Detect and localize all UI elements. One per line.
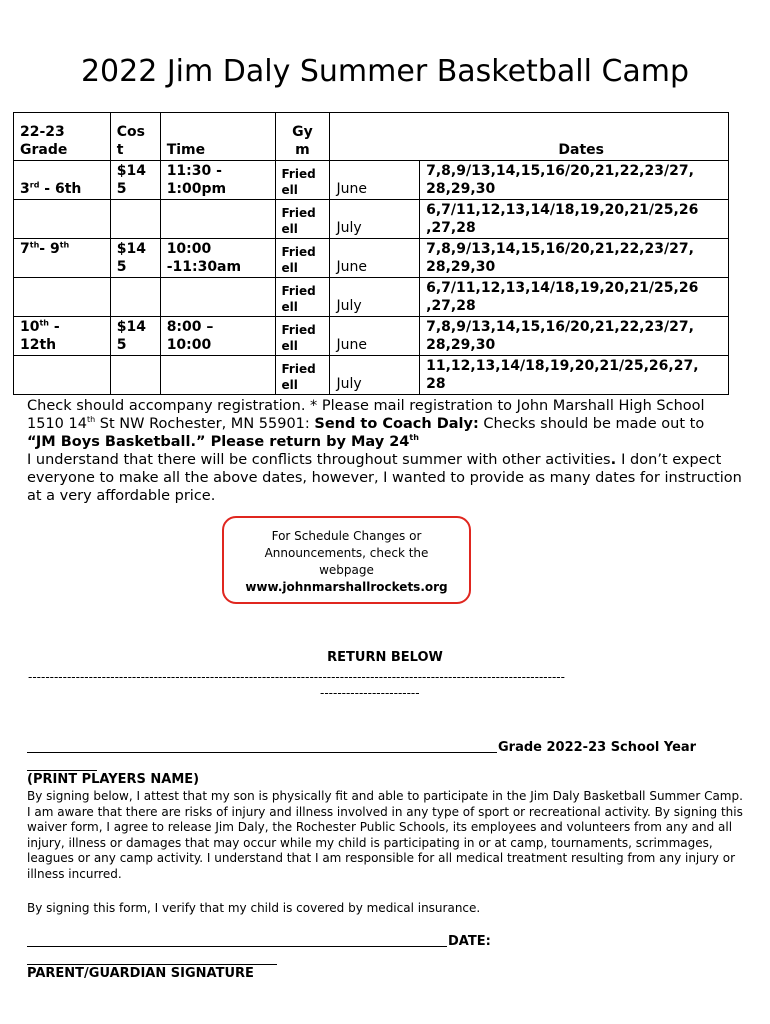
cell-month: July <box>330 356 420 395</box>
registration-info: Check should accompany registration. * Please mail registration to John Marshall High School 1510 14th St NW Rochester, MN 55901: Send to Coach Daly: Checks should be made out to “JM Boys Basketball.” Please return by May 24th I understand that there will be conflicts throughout summer with other activities. I don’t expect everyone to make all the above dates, however, I wanted to provide as many dates for instruction at a very affordable price. <box>27 398 742 504</box>
cell-dates: 6,7/11,12,13,14/18,19,20,21/25,26 ,27,28 <box>420 278 729 317</box>
cell-grade <box>14 200 111 239</box>
table-row <box>14 317 729 356</box>
header-time: Time <box>160 113 275 161</box>
cell-time: 8:00 – 10:00 <box>160 317 275 356</box>
cell-gym: Fried ell <box>275 356 330 395</box>
signature-line-2[interactable] <box>27 964 277 965</box>
cell-cost: $14 5 <box>110 239 160 278</box>
website-link[interactable]: www.johnmarshallrockets.org <box>245 580 448 594</box>
table-row <box>14 356 729 395</box>
table-header-row <box>14 113 729 161</box>
cell-gym: Fried ell <box>275 200 330 239</box>
cell-grade: 10th - 12th <box>14 317 111 356</box>
waiver-text: By signing below, I attest that my son is physically fit and able to participate in the Jim Daly Basketball Summer Camp. I am aware that there are risks of injury and illness involved in any type of sport or recreational activity. By signing this waiver form, I agree to release Jim Daly, the Rochester Public Schools, its employees and volunteers from any and all injury, illness or damages that may occur while my child is participating in or at camp, tournaments, scrimmages, leagues or any camp activity. I understand that I am responsible for all medical treatment resulting from any injury or illness incurred. <box>27 789 743 881</box>
cell-cost: $14 5 <box>110 161 160 200</box>
player-name-line[interactable] <box>27 752 497 753</box>
table-row <box>14 278 729 317</box>
cell-month: June <box>330 317 420 356</box>
print-name-label: (PRINT PLAYERS NAME) <box>27 772 200 787</box>
signature-line[interactable] <box>27 946 447 947</box>
cell-dates: 11,12,13,14/18,19,20,21/25,26,27, 28 <box>420 356 729 395</box>
cell-time: 11:30 - 1:00pm <box>160 161 275 200</box>
cell-grade <box>14 278 111 317</box>
send-to-coach: Send to Coach Daly: <box>314 416 479 432</box>
date-label: DATE: <box>448 934 491 949</box>
parent-signature-label: PARENT/GUARDIAN SIGNATURE <box>27 966 254 981</box>
cell-month: June <box>330 161 420 200</box>
insurance-text: By signing this form, I verify that my child is covered by medical insurance. <box>27 901 481 915</box>
cell-cost: $14 5 <box>110 317 160 356</box>
cell-time <box>160 356 275 395</box>
cell-cost <box>110 356 160 395</box>
table-row <box>14 161 729 200</box>
conflicts-note: I understand that there will be conflicts throughout summer with other activities <box>27 452 611 468</box>
cell-cost <box>110 200 160 239</box>
page-title: 2022 Jim Daly Summer Basketball Camp <box>80 54 690 89</box>
cell-gym: Fried ell <box>275 278 330 317</box>
return-below-heading: RETURN BELOW <box>327 650 443 665</box>
cell-grade: 3rd - 6th <box>14 161 111 200</box>
cell-dates: 6,7/11,12,13,14/18,19,20,21/25,26 ,27,28 <box>420 200 729 239</box>
info-address: 1510 14 <box>27 416 87 432</box>
cell-gym: Fried ell <box>275 317 330 356</box>
cell-cost <box>110 278 160 317</box>
info-line1: Check should accompany registration. * Please mail registration to John Marshall High School <box>27 398 705 414</box>
cell-month: July <box>330 278 420 317</box>
header-dates: Dates <box>330 113 729 161</box>
header-grade: 22-23 Grade <box>14 113 111 161</box>
schedule-table <box>13 112 729 395</box>
cell-time <box>160 200 275 239</box>
payee-line: “JM Boys Basketball.” Please return by May 24 <box>27 434 410 450</box>
cell-dates: 7,8,9/13,14,15,16/20,21,22,23/27, 28,29,30 <box>420 161 729 200</box>
cell-dates: 7,8,9/13,14,15,16/20,21,22,23/27, 28,29,30 <box>420 239 729 278</box>
cut-line: ---------------------------------------------------------------------------------------------------------------------------- <box>28 670 565 684</box>
cell-dates: 7,8,9/13,14,15,16/20,21,22,23/27, 28,29,30 <box>420 317 729 356</box>
grade-label: Grade 2022-23 School Year <box>498 740 697 755</box>
cell-grade: 7th- 9th <box>14 239 111 278</box>
table-row <box>14 200 729 239</box>
grade-line[interactable] <box>27 770 97 771</box>
header-cost: Cos t <box>110 113 160 161</box>
cell-time <box>160 278 275 317</box>
header-gym: Gy m <box>275 113 330 161</box>
cell-month: July <box>330 200 420 239</box>
cell-gym: Fried ell <box>275 161 330 200</box>
table-row <box>14 239 729 278</box>
cell-gym: Fried ell <box>275 239 330 278</box>
cell-month: June <box>330 239 420 278</box>
cell-grade <box>14 356 111 395</box>
cut-line-end: ----------------------- <box>320 686 420 700</box>
schedule-changes-box: For Schedule Changes or Announcements, check the webpage www.johnmarshallrockets.org <box>222 516 471 604</box>
cell-time: 10:00 -11:30am <box>160 239 275 278</box>
